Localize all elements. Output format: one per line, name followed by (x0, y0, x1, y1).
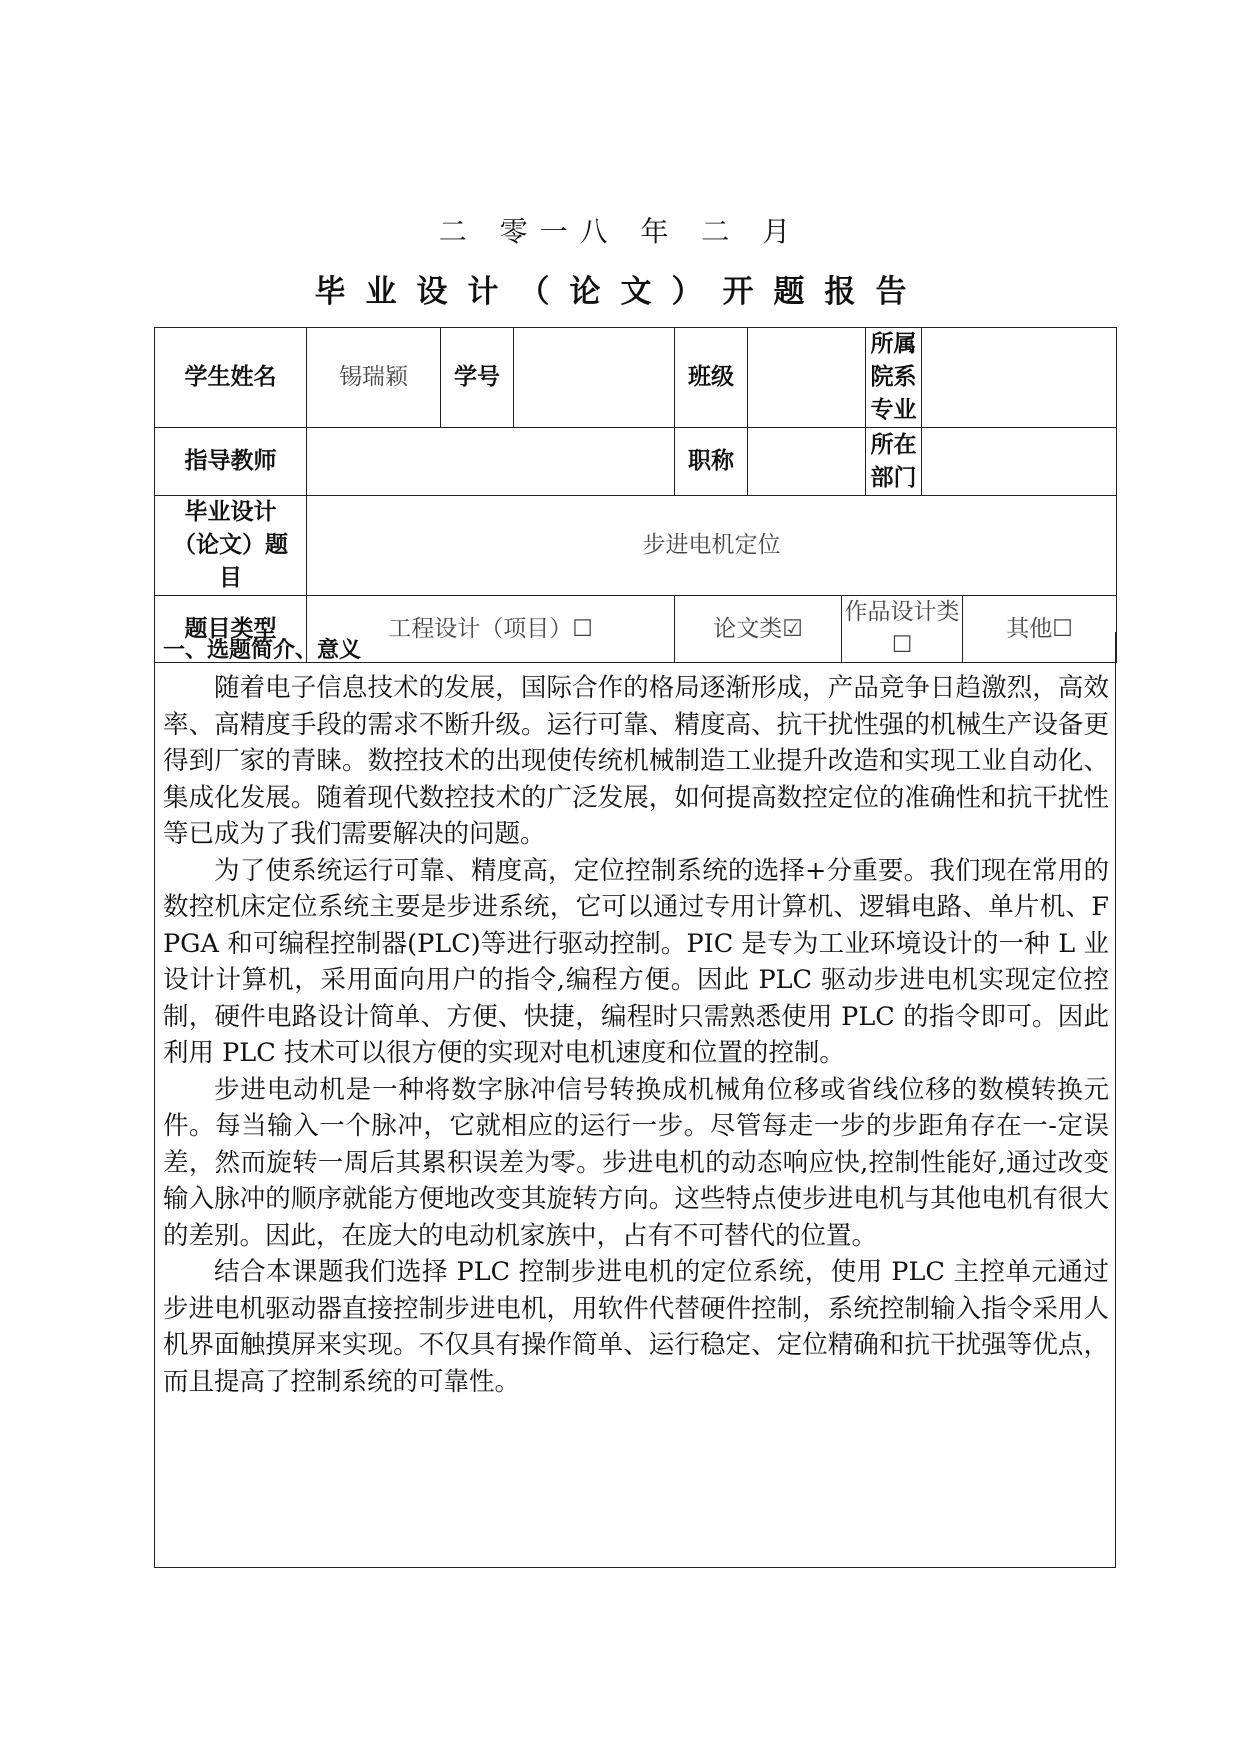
student-id-label: 学号 (441, 328, 514, 428)
section-body (163, 670, 1109, 1400)
advisor-row (155, 428, 1117, 496)
paragraph: 为了使系统运行可靠、精度高，定位控制系统的选择+分重要。我们现在常用的数控机床定位系统主要是步进系统，它可以通过专用计算机、逻辑电路、单片机、FPGA 和可编程控制器(PLC)等进行驱动控制。PIC 是专为工业环境设计的一种 L 业设计计算机，采用面向用户的指令,编程方便。因此 PLC 驱动步进电机实现定位控制，硬件电路设计简单、方便、快捷，编程时只需熟悉使用 PLC 的指令即可。因此利用 PLC 技术可以很方便的实现对电机速度和位置的控制。 (163, 855, 1109, 1068)
paragraph: 结合本课题我们选择 PLC 控制步进电机的定位系统，使用 PLC 主控单元通过步进电机驱动器直接控制步进电机，用软件代替硬件控制，系统控制输入指令采用人机界面触摸屏来实现。不仅具有操作简单、运行稳定、定位精确和抗干扰强等优点，而且提高了控制系统的可靠性。 (163, 1257, 1109, 1397)
rank-value (748, 428, 866, 496)
report-date: 二 零一八 年 二 月 (438, 215, 803, 248)
student-row (155, 328, 1117, 428)
type-label: 题目类型 (155, 596, 307, 663)
dept-major-value (922, 328, 1117, 428)
class-label: 班级 (675, 328, 748, 428)
department-value (922, 428, 1117, 496)
topic-row (155, 496, 1117, 596)
dept-major-label: 所属院系专业 (866, 328, 922, 428)
info-table (154, 327, 1117, 663)
topic-value: 步进电机定位 (307, 496, 1117, 596)
type-option-other[interactable]: 其他☐ (963, 596, 1117, 663)
student-name-label: 学生姓名 (155, 328, 307, 428)
paragraph: 随着电子信息技术的发展，国际合作的格局逐渐形成，产品竞争日趋激烈，高效率、高精度手段的需求不断升级。运行可靠、精度高、抗干扰性强的机械生产设备更得到厂家的青睐。数控技术的出现使传统机械制造工业提升改造和实现工业自动化、集成化发展。随着现代数控技术的广泛发展，如何提高数控定位的准确性和抗干扰性等已成为了我们需要解决的问题。 (163, 673, 1109, 849)
paragraph: 步进电动机是一种将数字脉冲信号转换成机械角位移或省线位移的数模转换元件。每当输入一个脉冲，它就相应的运行一步。尽管每走一步的步距角存在一-定误差，然而旋转一周后其累积误差为零。步进电机的动态响应快,控制性能好,通过改变输入脉冲的顺序就能方便地改变其旋转方向。这些特点使步进电机与其他电机有很大的差别。因此，在庞大的电动机家族中，占有不可替代的位置。 (163, 1074, 1109, 1251)
advisor-label: 指导教师 (155, 428, 307, 496)
department-label: 所在部门 (866, 428, 922, 496)
section-intro-box (154, 632, 1116, 1568)
type-option-project[interactable]: 工程设计（项目）☐ (307, 596, 675, 663)
section-heading: 一、选题简介、意义 (163, 638, 362, 663)
advisor-value (307, 428, 675, 496)
type-option-work-design[interactable]: 作品设计类☐ (842, 596, 963, 663)
topic-label: 毕业设计（论文）题目 (155, 496, 307, 596)
type-option-thesis[interactable]: 论文类☑ (675, 596, 842, 663)
class-value (748, 328, 866, 428)
student-name-value: 锡瑞颖 (307, 328, 441, 428)
rank-label: 职称 (675, 428, 748, 496)
student-id-value (514, 328, 675, 428)
report-title: 毕业设计（论文）开题报告 (314, 274, 927, 310)
